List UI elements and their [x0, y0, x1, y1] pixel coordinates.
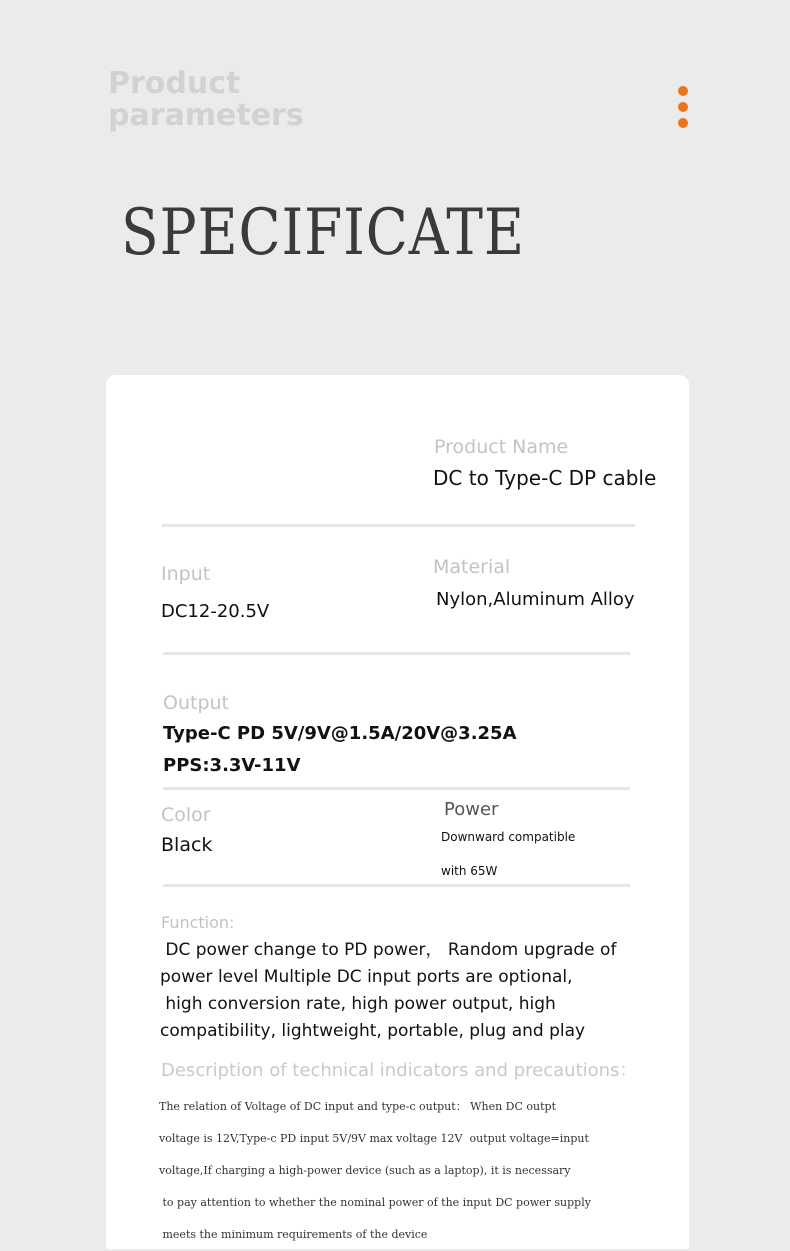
- material-value: Nylon,Aluminum Alloy: [436, 589, 635, 610]
- power-label: Power: [444, 799, 499, 820]
- spec-card: [106, 375, 689, 1249]
- description-label: Description of technical indicators and precautions：: [161, 1060, 638, 1081]
- subtitle-line-1: Product: [108, 66, 241, 101]
- output-label: Output: [163, 692, 229, 714]
- function-line: DC power change to PD power， Random upgrade of: [160, 940, 617, 960]
- input-value: DC12-20.5V: [161, 601, 270, 622]
- material-label: Material: [433, 556, 511, 578]
- function-line: compatibility, lightweight, portable, plug and play: [160, 1021, 586, 1041]
- description-line: to pay attention to whether the nominal power of the input DC power supply: [159, 1196, 591, 1209]
- function-text: [160, 937, 616, 1045]
- section-subtitle: [108, 68, 304, 132]
- product-name-value: DC to Type-C DP cable: [433, 466, 657, 490]
- power-line-2: with 65W: [441, 864, 498, 878]
- divider: [163, 884, 630, 887]
- vertical-dots-icon: [678, 86, 690, 134]
- color-value: Black: [161, 834, 213, 856]
- input-label: Input: [161, 563, 211, 585]
- function-label: Function:: [161, 913, 235, 932]
- product-name-label: Product Name: [434, 436, 569, 458]
- divider: [163, 652, 630, 655]
- description-text: [159, 1091, 591, 1251]
- color-label: Color: [161, 804, 211, 826]
- divider: [163, 787, 630, 790]
- description-line: The relation of Voltage of DC input and type-c output： When DC outpt: [159, 1100, 556, 1113]
- divider: [162, 524, 635, 527]
- subtitle-line-2: parameters: [108, 98, 304, 133]
- function-line: high conversion rate, high power output, high: [160, 994, 556, 1014]
- description-line: voltage,If charging a high-power device (such as a laptop), it is necessary: [159, 1164, 571, 1177]
- output-line-2: PPS:3.3V-11V: [163, 755, 301, 776]
- page-title: SPECIFICATE: [121, 196, 525, 270]
- function-line: power level Multiple DC input ports are optional,: [160, 967, 573, 987]
- description-line: meets the minimum requirements of the device: [159, 1228, 428, 1241]
- description-line: voltage is 12V,Type-c PD input 5V/9V max voltage 12V output voltage=input: [159, 1132, 589, 1145]
- power-line-1: Downward compatible: [441, 830, 576, 844]
- output-line-1: Type-C PD 5V/9V@1.5A/20V@3.25A: [163, 723, 517, 744]
